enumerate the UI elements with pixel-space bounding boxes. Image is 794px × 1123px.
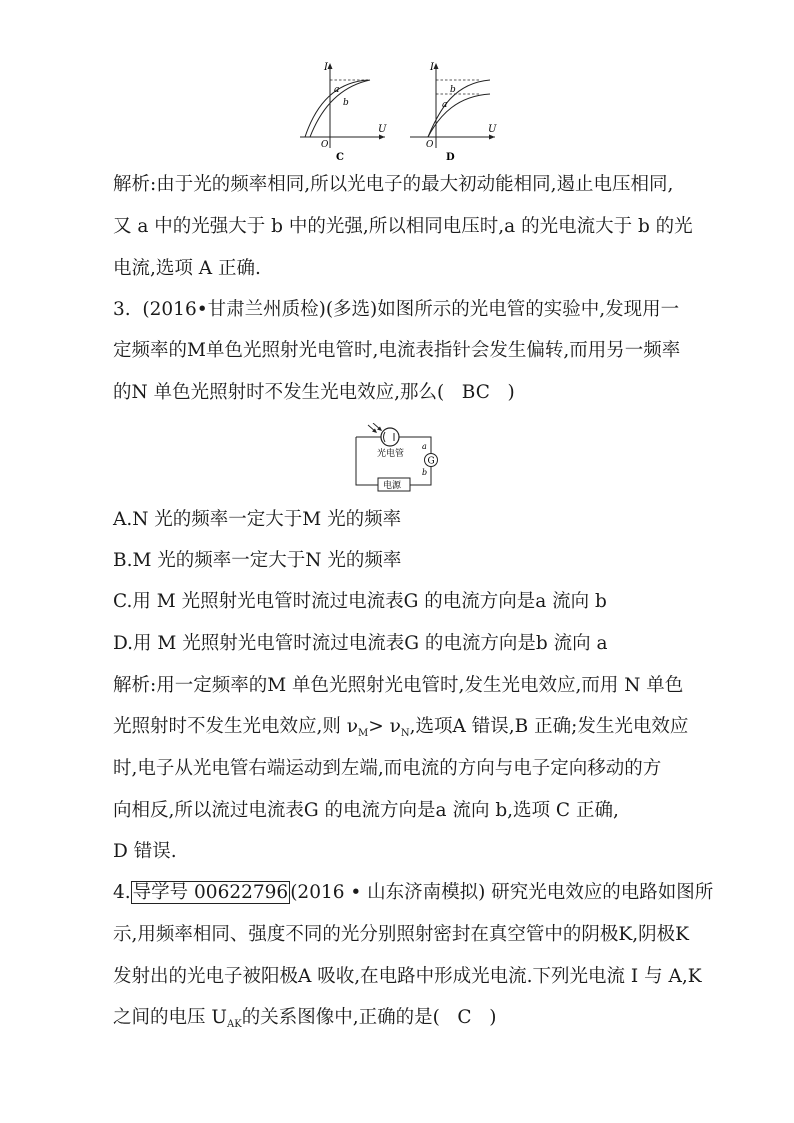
- u-ak-subscript: AK: [226, 1019, 242, 1030]
- graph-c-y-label: I: [324, 62, 328, 73]
- graph-d-x-label: U: [488, 124, 497, 135]
- q3-analysis-line-2: [113, 718, 688, 737]
- phototube-label: 光电管: [377, 449, 405, 459]
- q4-number: 4.: [113, 882, 131, 903]
- q3-option-b: B.M 光的频率一定大于N 光的频率: [113, 550, 402, 571]
- q3-stem-line-2: 定频率的M单色光照射光电管时,电流表指针会发生偏转,而用另一频率: [113, 340, 681, 361]
- graph-d-curve-a-label: a: [442, 100, 448, 110]
- q2-analysis-line-2: 又 a 中的光强大于 b 中的光强,所以相同电压时,a 的光电流大于 b 的光: [113, 216, 693, 237]
- power-source-icon: [378, 478, 410, 491]
- galvanometer-label: G: [427, 456, 435, 467]
- q3-analysis-line-3: 时,电子从光电管右端运动到左端,而电流的方向与电子定向移动的方: [113, 758, 662, 779]
- q3-analysis-line-2-middle: > ν: [368, 716, 401, 737]
- q4-stem-line-4-end: 的关系图像中,正确的是( C ): [241, 1007, 497, 1028]
- graphs-c-d-figure: [290, 58, 510, 168]
- graph-c-curve-b-label: b: [343, 98, 349, 108]
- nu-m-subscript: M: [358, 728, 369, 739]
- q3-analysis-line-5: D 错误.: [113, 841, 177, 862]
- q4-stem-line-4: [113, 1009, 496, 1028]
- graph-c: [300, 62, 387, 163]
- q2-analysis-line-1: 解析:由于光的频率相同,所以光电子的最大初动能相同,遏止电压相同,: [113, 174, 674, 195]
- graph-d-curve-b-label: b: [450, 85, 456, 95]
- graph-c-origin: O: [321, 140, 329, 150]
- graph-c-x-label: U: [378, 124, 387, 135]
- phototube-circuit-figure: [350, 423, 440, 495]
- q3-option-a: A.N 光的频率一定大于M 光的频率: [113, 509, 402, 530]
- graph-c-curve-a-label: a: [334, 85, 340, 95]
- q4-stem-line-2: 示,用频率相同、强度不同的光分别照射密封在真空管中的阴极K,阴极K: [113, 924, 689, 945]
- q3-stem-line-1: 3. (2016•甘肃兰州质检)(多选)如图所示的光电管的实验中,发现用一: [113, 299, 680, 320]
- q4-guide-code: 导学号 00622796: [132, 882, 289, 903]
- graph-d-y-label: I: [430, 62, 434, 73]
- graph-c-caption: C: [336, 152, 344, 163]
- q4-stem-line-1-text: (2016 • 山东济南模拟) 研究光电效应的电路如图所: [290, 882, 714, 903]
- q2-analysis-line-3: 电流,选项 A 正确.: [113, 258, 261, 279]
- node-a-label: a: [422, 442, 427, 451]
- nu-n-subscript: N: [400, 728, 410, 739]
- q4-stem-line-1: [113, 884, 713, 903]
- power-source-label: 电源: [383, 481, 402, 491]
- graph-d-origin: O: [426, 140, 434, 150]
- graph-d-caption: D: [446, 152, 455, 163]
- q3-analysis-line-1: 解析:用一定频率的M 单色光照射光电管时,发生光电效应,而用 N 单色: [113, 675, 684, 696]
- phototube-icon: [381, 428, 399, 446]
- q3-analysis-line-2-start: 光照射时不发生光电效应,则 ν: [113, 716, 359, 737]
- q3-analysis-line-2-end: ,选项A 错误,B 正确;发生光电效应: [409, 716, 689, 737]
- graph-d: [410, 62, 497, 163]
- q3-option-d: D.用 M 光照射光电管时流过电流表G 的电流方向是b 流向 a: [113, 633, 608, 654]
- q4-stem-line-3: 发射出的光电子被阳极A 吸收,在电路中形成光电流.下列光电流 I 与 A,K: [113, 966, 702, 987]
- galvanometer-icon: [425, 454, 438, 467]
- q4-stem-line-4-start: 之间的电压 U: [113, 1007, 227, 1028]
- q3-analysis-line-4: 向相反,所以流过电流表G 的电流方向是a 流向 b,选项 C 正确,: [113, 800, 619, 821]
- q3-option-c: C.用 M 光照射光电管时流过电流表G 的电流方向是a 流向 b: [113, 591, 607, 612]
- q3-stem-line-3: 的N 单色光照射时不发生光电效应,那么( BC ): [113, 382, 515, 403]
- node-b-label: b: [422, 468, 428, 477]
